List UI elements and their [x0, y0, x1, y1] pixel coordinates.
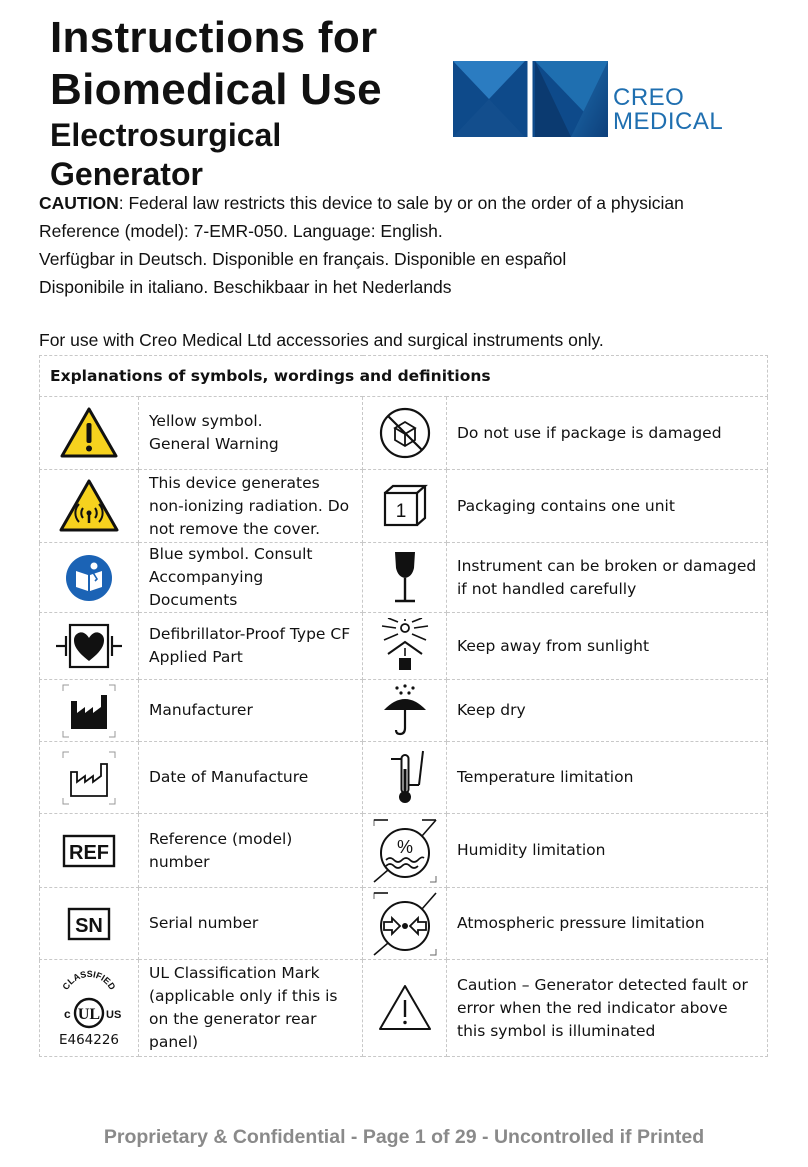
symbol-description: Serial number — [139, 888, 363, 960]
document-subtitle-line2: Generator — [50, 156, 203, 192]
table-row — [40, 543, 768, 613]
page-footer: Proprietary & Confidential - Page 1 of 29 - Uncontrolled if Printed — [103, 1126, 705, 1148]
symbol-description: Instrument can be broken or damaged if not handled carefully — [447, 543, 768, 613]
humidity-limit-icon — [363, 814, 447, 888]
creo-medical-wordmark — [613, 86, 723, 134]
table-row — [40, 470, 768, 543]
symbol-description: Manufacturer — [139, 680, 363, 742]
symbols-table-heading: Explanations of symbols, wordings and definitions — [40, 356, 768, 397]
reference-statement: Reference (model): 7-EMR-050. Language: English. — [39, 221, 443, 241]
table-row — [40, 814, 768, 888]
table-row — [40, 960, 768, 1057]
symbol-description: Humidity limitation — [447, 814, 768, 888]
table-row — [40, 742, 768, 814]
logo-text-creo: CREO — [613, 84, 685, 111]
symbol-description: Packaging contains one unit — [447, 470, 768, 543]
symbol-description: Atmospheric pressure limitation — [447, 888, 768, 960]
symbol-description: Reference (model) number — [139, 814, 363, 888]
symbol-description: Temperature limitation — [447, 742, 768, 814]
table-row — [40, 680, 768, 742]
symbol-description: This device generates non-ionizing radiation. Do not remove the cover. — [139, 470, 363, 543]
keep-dry-icon — [363, 680, 447, 742]
creo-medical-logo — [453, 61, 608, 137]
symbol-description: UL Classification Mark (applicable only if this is on the generator rear panel) — [139, 960, 363, 1057]
general-warning-icon — [40, 397, 139, 470]
table-row — [40, 888, 768, 960]
damaged-package-icon — [363, 397, 447, 470]
symbol-description: Do not use if package is damaged — [447, 397, 768, 470]
ul-number-label: E464226 — [58, 1032, 120, 1048]
symbol-description: Defibrillator-Proof Type CF Applied Part — [139, 613, 363, 680]
ul-mark-label: UL — [77, 1006, 101, 1023]
table-row — [40, 613, 768, 680]
symbol-description: Caution – Generator detected fault or error when the red indicator above this symbol is illuminated — [447, 960, 768, 1057]
symbol-description: Keep away from sunlight — [447, 613, 768, 680]
document-title-line1: Instructions for — [50, 13, 378, 62]
ul-c-label: c — [64, 1007, 71, 1021]
serial-number-icon — [40, 888, 139, 960]
ul-classified-label: CLASSIFIED — [60, 968, 118, 992]
languages-line2: Disponibile in italiano. Beschikbaar in het Nederlands — [39, 277, 452, 297]
pressure-limit-icon — [363, 888, 447, 960]
svg-text:CLASSIFIED — [60, 969, 117, 992]
non-ionizing-radiation-icon — [40, 470, 139, 543]
caution-statement — [39, 193, 684, 213]
languages-line1: Verfügbar in Deutsch. Disponible en français. Disponible en español — [39, 249, 567, 269]
symbol-description: Keep dry — [447, 680, 768, 742]
symbol-description: Date of Manufacture — [139, 742, 363, 814]
logo-text-medical: MEDICAL — [613, 108, 724, 135]
ref-icon — [40, 814, 139, 888]
use-note: For use with Creo Medical Ltd accessories and surgical instruments only. — [39, 330, 604, 350]
ul-classified-icon — [40, 960, 139, 1057]
defibrillator-proof-cf-icon — [40, 613, 139, 680]
manufacturer-icon — [40, 680, 139, 742]
symbol-description: Blue symbol. Consult Accompanying Documents — [139, 543, 363, 613]
document-subtitle-line1: Electrosurgical — [50, 117, 282, 153]
sn-label: SN — [75, 914, 103, 937]
consult-documents-icon — [40, 543, 139, 613]
one-unit-icon — [363, 470, 447, 543]
caution-text: : Federal law restricts this device to sale by or on the order of a physician — [118, 193, 684, 213]
document-title-line2: Biomedical Use — [50, 65, 382, 114]
one-unit-label: 1 — [395, 501, 406, 522]
keep-away-sunlight-icon — [363, 613, 447, 680]
creo-logo-mark-icon — [453, 61, 608, 137]
ul-us-label: US — [106, 1009, 122, 1021]
symbol-description: Yellow symbol. General Warning — [139, 397, 363, 470]
humidity-label: % — [396, 836, 413, 857]
caution-triangle-icon — [363, 960, 447, 1057]
ref-label: REF — [69, 841, 109, 864]
symbols-table — [39, 355, 768, 1057]
fragile-icon — [363, 543, 447, 613]
temperature-limit-icon — [363, 742, 447, 814]
date-of-manufacture-icon — [40, 742, 139, 814]
table-row — [40, 397, 768, 470]
caution-label: CAUTION — [39, 193, 119, 213]
